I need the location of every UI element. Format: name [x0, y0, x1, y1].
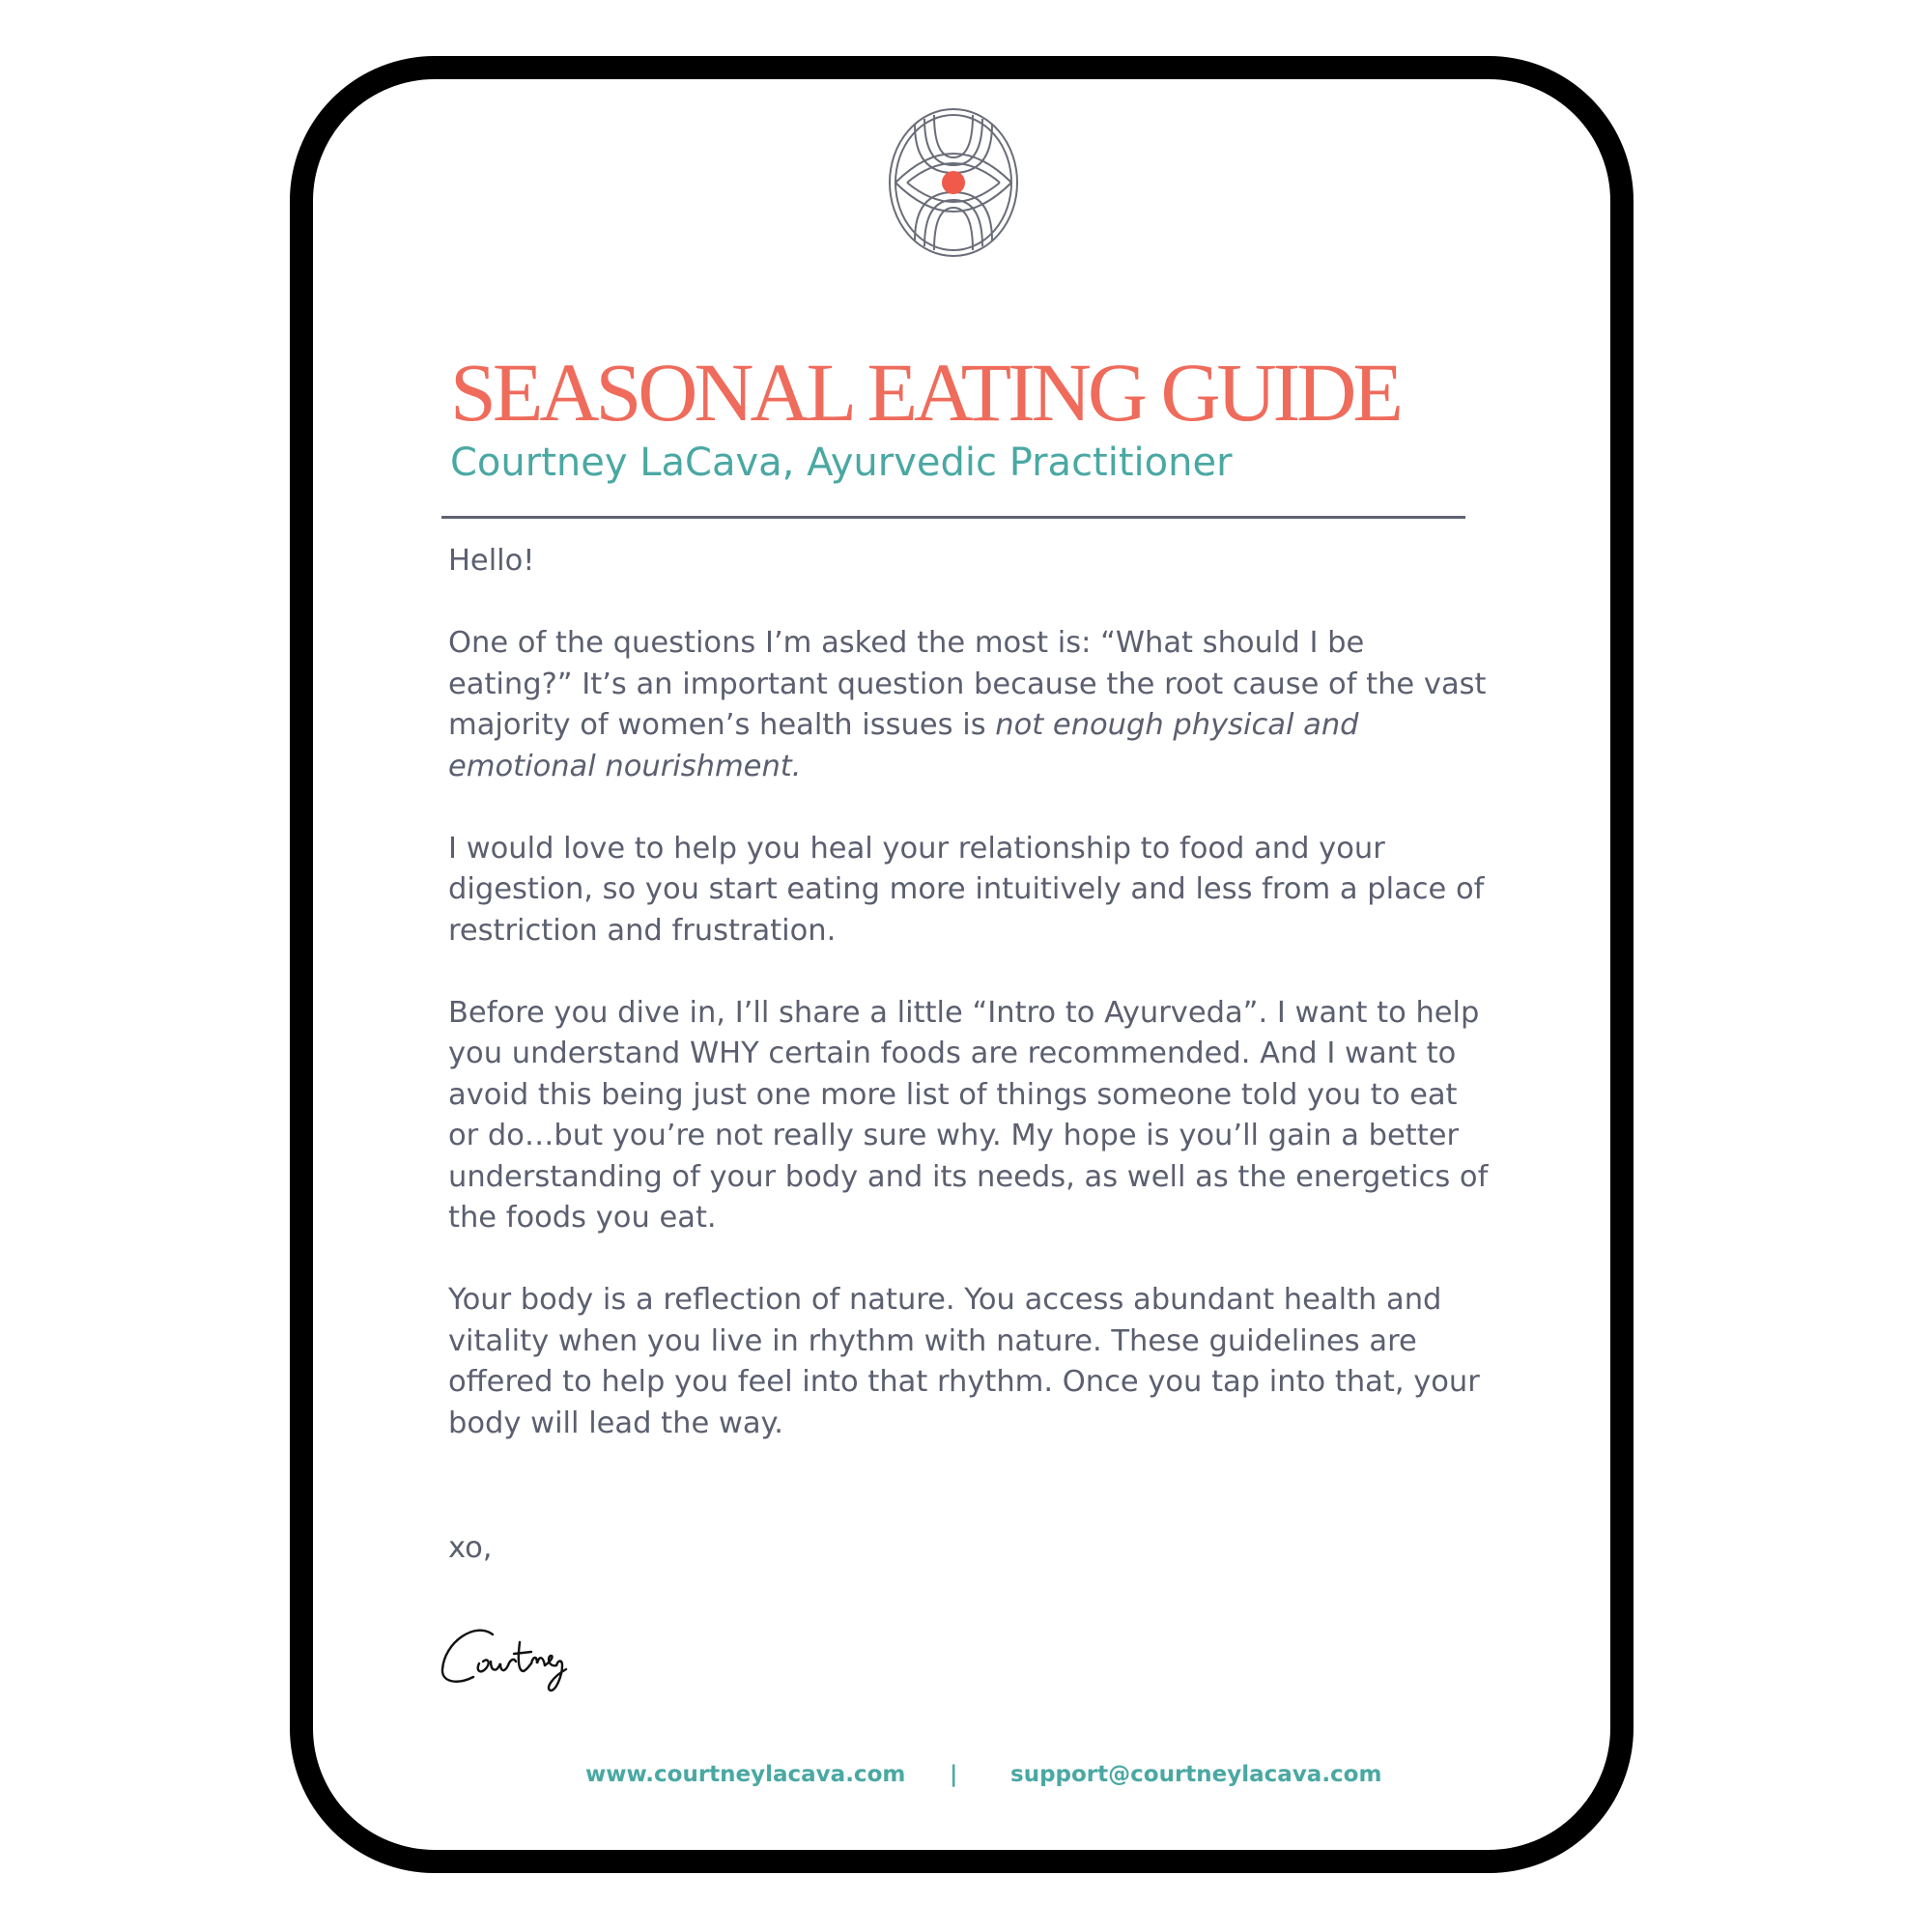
- website-link[interactable]: www.courtneylacava.com: [585, 1762, 906, 1787]
- logo-center-dot: [942, 171, 965, 194]
- greeting: Hello!: [448, 544, 535, 578]
- paragraph-2: I would love to help you heal your relationship to food and your digestion, so you start eating more intuitively and less from a place of restriction and frustration.: [448, 831, 1485, 948]
- header-divider: [441, 516, 1465, 519]
- page-title: SEASONAL EATING GUIDE: [450, 346, 1400, 439]
- closing-text: xo,: [448, 1531, 493, 1565]
- paragraph-1: [448, 623, 1492, 787]
- paragraph-1-emphasis: not enough physical and emotional nourishment.: [448, 708, 1359, 783]
- brand-logo-icon: [886, 105, 1021, 260]
- handwritten-signature: [437, 1613, 611, 1700]
- paragraph-1-text: One of the questions I’m asked the most is: “What should I be eating?” It’s an important question because the root cause of the vast majority of women’s health issues is: [448, 626, 1487, 742]
- paragraph-4: Your body is a reflection of nature. You access abundant health and vitality when you live in rhythm with nature. These guidelines are offered to help you feel into that rhythm. Once you tap into that, your body will lead the way.: [448, 1283, 1480, 1440]
- paragraph-3: Before you dive in, I’ll share a little “Intro to Ayurveda”. I want to help you understand WHY certain foods are recommended. And I want to avoid this being just one more list of things someone told you to eat or do…but you’re not really sure why. My hope is you’ll gain a better understanding of your body and its needs, as well as the energetics of the foods you eat.: [448, 995, 1489, 1235]
- author-subtitle: Courtney LaCava, Ayurvedic Practitioner: [450, 440, 1233, 485]
- email-link[interactable]: support@courtneylacava.com: [1010, 1762, 1382, 1787]
- footer-separator: |: [950, 1762, 958, 1787]
- letter-body: [448, 541, 1492, 1444]
